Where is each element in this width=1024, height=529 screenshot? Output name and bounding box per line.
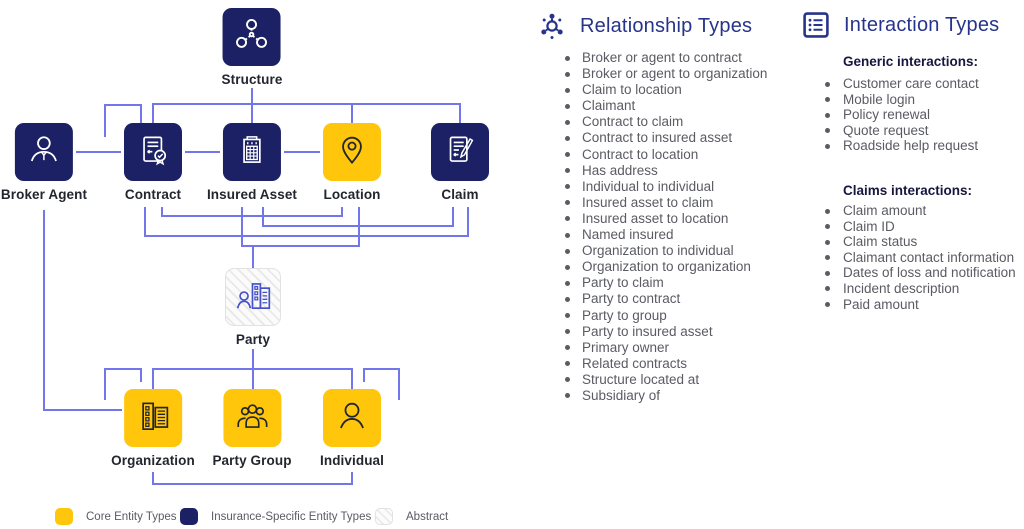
relationship-types-list [561,50,793,404]
list-item: Claimant contact information [820,250,1020,266]
organization-box [124,389,182,447]
legend-label: Core Entity Types [86,510,177,523]
list-item: Has address [561,163,793,179]
list-item: Dates of loss and notification [820,265,1020,281]
list-item: Broker or agent to contract [561,50,793,66]
list-icon [803,12,829,38]
location-box [323,123,381,181]
list-item: Mobile login [820,92,1010,108]
connector-line [140,104,142,123]
connector-line [144,207,146,236]
node-label: Contract [124,187,182,202]
connector-line [252,349,254,369]
connector-line [144,235,469,237]
list-item: Primary owner [561,340,793,356]
list-item: Named insured [561,227,793,243]
node-label: Party Group [212,453,292,468]
node-individual [320,389,384,468]
connector-line [351,103,353,123]
claims-interactions-heading: Claims interactions: [843,183,973,198]
claim-document-pen-icon [440,130,480,175]
people-group-icon [232,396,272,441]
list-item: Paid amount [820,297,1020,313]
map-pin-icon [332,130,372,175]
node-insured-asset [207,123,297,202]
connector-line [351,368,353,389]
list-item: Claimant [561,98,793,114]
list-item: Contract to location [561,147,793,163]
node-party [225,268,281,347]
connector-line [152,483,353,485]
connector-line [251,88,253,123]
connector-line [104,368,106,400]
broker-agent-box [15,123,73,181]
list-item: Insured asset to claim [561,195,793,211]
structure-box [223,8,281,66]
connector-line [152,103,461,105]
organization-list-icon [133,396,173,441]
list-item: Roadside help request [820,138,1010,154]
list-item: Claim ID [820,219,1020,235]
list-item: Insured asset to location [561,211,793,227]
node-claim [431,123,489,202]
node-label: Insured Asset [206,187,298,202]
connector-line [104,368,142,370]
list-item: Organization to organization [561,259,793,275]
connector-line [363,368,400,370]
node-label: Claim [441,187,479,202]
individual-box [323,389,381,447]
contract-document-icon [133,130,173,175]
building-icon [232,130,272,175]
abstract-swatch [375,508,393,525]
node-label: Individual [319,453,385,468]
generic-interactions-list [820,76,1010,154]
list-item: Party to claim [561,275,793,291]
list-item: Incident description [820,281,1020,297]
node-contract [124,123,182,202]
node-broker-agent [1,123,87,202]
connector-line [252,245,254,268]
party-box [225,268,281,326]
connector-line [459,103,461,123]
list-item: Subsidiary of [561,388,793,404]
node-label: Party [235,332,271,347]
insured-asset-box [223,123,281,181]
list-item: Claim to location [561,82,793,98]
legend-insurance-entity [180,508,371,525]
person-tie-icon [24,130,64,175]
section-title: Interaction Types [844,13,1000,36]
list-item: Structure located at [561,372,793,388]
list-item: Individual to individual [561,179,793,195]
group-people-icon-box [223,389,281,447]
connector-line [43,210,45,411]
legend-label: Insurance-Specific Entity Types [211,510,372,523]
connector-line [140,368,142,382]
node-party-group [212,389,291,468]
legend-abstract [375,508,448,525]
core-swatch [55,508,73,525]
list-item: Contract to claim [561,114,793,130]
connector-line [467,207,469,236]
legend-core-entity [55,508,177,525]
list-item: Claim status [820,234,1020,250]
connector-line [252,368,254,389]
connector-line [152,472,154,483]
list-item: Policy renewal [820,107,1010,123]
insurance-swatch [180,508,198,525]
connector-line [262,225,454,227]
connector-line [152,103,154,123]
connector-line [104,104,106,137]
connector-line [363,368,365,382]
node-organization [111,389,195,468]
list-item: Party to insured asset [561,324,793,340]
claim-box [431,123,489,181]
node-label: Broker Agent [0,187,88,202]
claims-interactions-list [820,203,1020,312]
person-icon [332,396,372,441]
connector-line [351,472,353,483]
connector-line [161,215,343,217]
interaction-types-header [803,12,999,38]
connector-line [241,207,243,246]
list-item: Related contracts [561,356,793,372]
molecule-icon [537,11,567,41]
node-label: Organization [111,453,195,468]
network-icon [232,15,272,60]
connector-line [43,409,122,411]
list-item: Customer care contact [820,76,1010,92]
section-title: Relationship Types [580,14,753,37]
list-item: Contract to insured asset [561,130,793,146]
list-item: Broker or agent to organization [561,66,793,82]
node-label: Location [323,187,381,202]
generic-interactions-heading: Generic interactions: [843,54,979,69]
connector-line [452,207,454,226]
connector-line [241,245,360,247]
list-item: Quote request [820,123,1010,139]
node-label: Structure [221,72,283,87]
list-item: Organization to individual [561,243,793,259]
relationship-types-header [537,11,752,41]
party-person-building-icon [233,275,273,320]
contract-box [124,123,182,181]
node-structure [222,8,283,87]
connector-line [398,368,400,400]
node-location [323,123,381,202]
connector-line [152,368,154,389]
list-item: Party to contract [561,291,793,307]
list-item: Party to group [561,308,793,324]
connector-line [104,104,142,106]
legend-label: Abstract [406,510,449,523]
list-item: Claim amount [820,203,1020,219]
